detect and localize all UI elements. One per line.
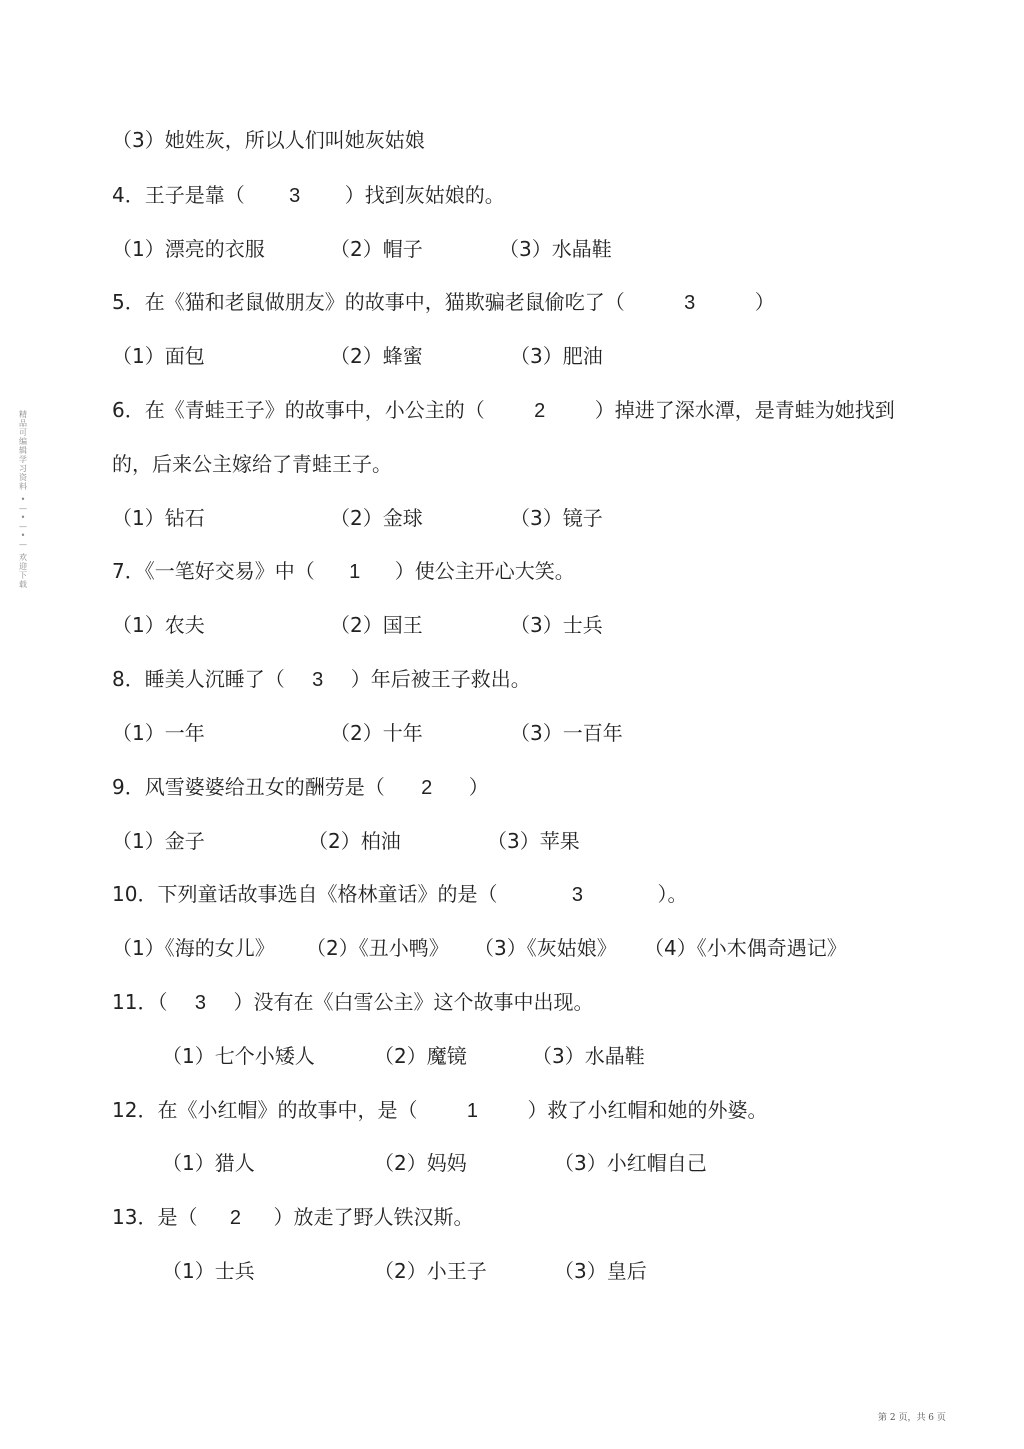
question-12-text-end: ）救了小红帽和她的外婆。 xyxy=(527,1098,768,1122)
option-2: （2）金球 xyxy=(330,506,423,530)
question-9-answer: 2 xyxy=(421,777,433,799)
question-8 xyxy=(112,665,531,694)
option-3: （3）苹果 xyxy=(487,829,580,853)
option-2: （2）魔镜 xyxy=(374,1044,467,1068)
option-2: （2）蜂蜜 xyxy=(330,344,423,368)
question-7-text-end: ）使公主开心大笑。 xyxy=(394,559,575,583)
option-2: （2）妈妈 xyxy=(374,1151,467,1175)
option-1: （1）金子 xyxy=(112,829,205,853)
option-1: （1）面包 xyxy=(112,344,205,368)
question-13-answer: 2 xyxy=(229,1207,242,1229)
option-1: （1）《海的女儿》 xyxy=(112,936,275,960)
question-10-answer: 3 xyxy=(571,884,584,906)
question-9-text-end: ） xyxy=(468,775,489,799)
option-3: （3）小红帽自己 xyxy=(554,1151,707,1175)
question-12-answer: 1 xyxy=(466,1100,479,1122)
question-6-text-end: ）掉进了深水潭，是青蛙为她找到 xyxy=(594,398,895,422)
question-7-answer: 1 xyxy=(349,561,361,583)
question-8-answer: 3 xyxy=(312,669,324,691)
option-line: （3）她姓灰，所以人们叫她灰姑娘 xyxy=(112,128,425,152)
option-2: （2）国王 xyxy=(330,613,423,637)
question-4-answer: 3 xyxy=(289,185,301,207)
question-9 xyxy=(112,773,489,802)
question-10-text: 10．下列童话故事选自《格林童话》的是（ xyxy=(112,882,498,906)
question-12 xyxy=(112,1096,767,1125)
question-11-text-end: ）没有在《白雪公主》这个故事中出现。 xyxy=(233,990,594,1014)
option-1: （1）钻石 xyxy=(112,506,205,530)
question-5-answer: 3 xyxy=(684,292,696,314)
question-13-text: 13．是（ xyxy=(112,1205,198,1229)
option-1: （1）猎人 xyxy=(162,1151,255,1175)
option-2: （2）帽子 xyxy=(330,237,423,261)
option-1: （1）农夫 xyxy=(112,613,205,637)
question-4-text: 4．王子是靠（ xyxy=(112,183,245,207)
option-3: （3）肥油 xyxy=(510,344,603,368)
question-10-text-end: ）。 xyxy=(657,882,688,906)
question-5-text: 5．在《猫和老鼠做朋友》的故事中，猫欺骗老鼠偷吃了（ xyxy=(112,290,625,314)
option-3: （3）一百年 xyxy=(510,721,623,745)
question-6-text: 6．在《青蛙王子》的故事中，小公主的（ xyxy=(112,398,485,422)
question-8-text: 8．睡美人沉睡了（ xyxy=(112,667,285,691)
question-12-text: 12．在《小红帽》的故事中，是（ xyxy=(112,1098,418,1122)
option-2: （2）十年 xyxy=(330,721,423,745)
question-6-continued: 的，后来公主嫁给了青蛙王子。 xyxy=(112,452,392,476)
question-5 xyxy=(112,288,775,317)
side-note-top: 精品可编辑学习资料 xyxy=(19,410,27,491)
option-2: （2）柏油 xyxy=(308,829,401,853)
page-number: 第 2 页，共 6 页 xyxy=(878,1413,946,1423)
option-4: （4）《小木偶奇遇记》 xyxy=(644,936,847,960)
option-3: （3）《灰姑娘》 xyxy=(474,936,617,960)
question-7-text: 7．《一笔好交易》中（ xyxy=(112,559,315,583)
question-13 xyxy=(112,1203,473,1232)
option-3: （3）皇后 xyxy=(554,1259,647,1283)
option-1: （1）一年 xyxy=(112,721,205,745)
question-11-answer: 3 xyxy=(194,992,207,1014)
question-13-text-end: ）放走了野人铁汉斯。 xyxy=(273,1205,474,1229)
option-3: （3）水晶鞋 xyxy=(499,237,612,261)
question-10 xyxy=(112,880,687,909)
option-2: （2）《丑小鸭》 xyxy=(306,936,449,960)
option-3: （3）水晶鞋 xyxy=(532,1044,645,1068)
question-4-text-end: ）找到灰姑娘的。 xyxy=(344,183,505,207)
side-watermark xyxy=(16,410,30,589)
option-1: （1）士兵 xyxy=(162,1259,255,1283)
question-9-text: 9．风雪婆婆给丑女的酬劳是（ xyxy=(112,775,385,799)
question-6 xyxy=(112,396,895,425)
option-1: （1）七个小矮人 xyxy=(162,1044,315,1068)
option-2: （2）小王子 xyxy=(374,1259,487,1283)
question-5-text-end: ） xyxy=(754,290,775,314)
option-3: （3）镜子 xyxy=(510,506,603,530)
question-11-text: 11．（ xyxy=(112,990,168,1014)
option-3: （3）士兵 xyxy=(510,613,603,637)
question-7 xyxy=(112,557,575,586)
option-1: （1）漂亮的衣服 xyxy=(112,237,265,261)
question-11 xyxy=(112,988,593,1017)
question-8-text-end: ）年后被王子救出。 xyxy=(350,667,531,691)
side-note-bottom: 欢迎下载 xyxy=(19,553,27,589)
side-note-dots: • — • — • — xyxy=(19,495,27,549)
question-4 xyxy=(112,181,505,210)
question-6-answer: 2 xyxy=(534,400,546,422)
